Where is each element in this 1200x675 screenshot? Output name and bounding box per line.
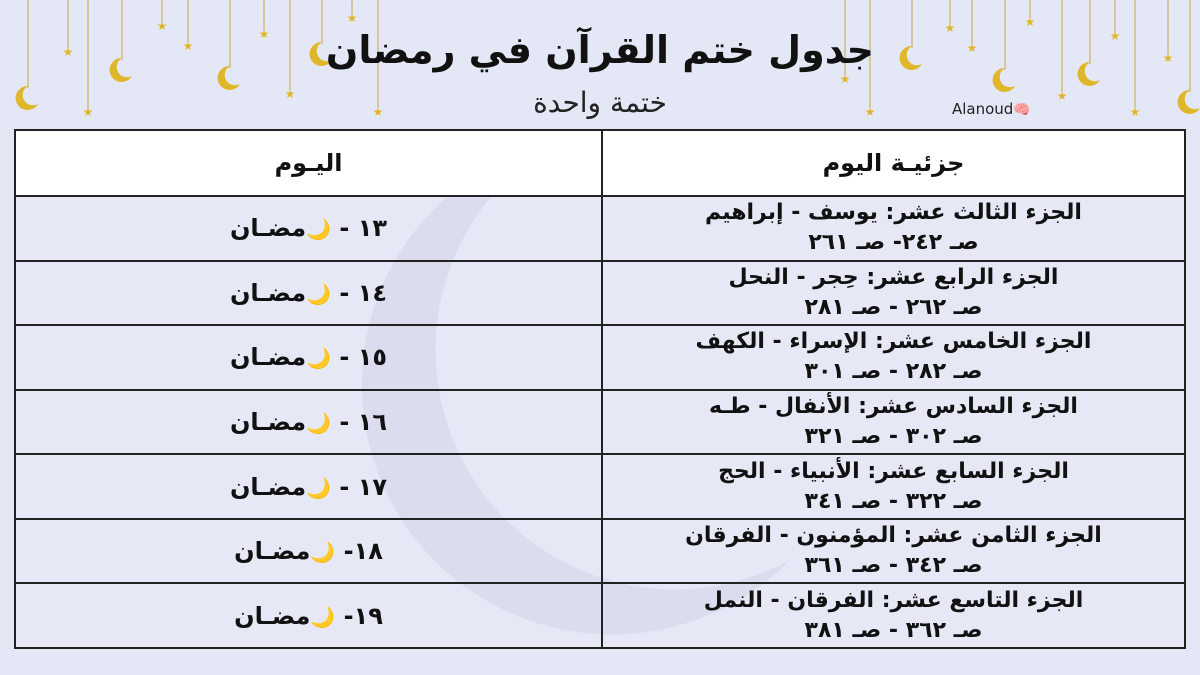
crescent-moon-icon: 🌙	[306, 281, 332, 306]
table-row	[15, 390, 1185, 455]
svg-text:★: ★	[1162, 51, 1174, 65]
juz-name: الجزء السابع عشر: الأنبياء - الحج	[718, 458, 1069, 484]
crescent-moon-icon: 🌙	[310, 604, 336, 629]
page-range: صـ ٣٤٢ - صـ ٣٦١	[804, 553, 983, 579]
table-row	[15, 261, 1185, 326]
juz-name: الجزء السادس عشر: الأنفال - طـه	[709, 393, 1078, 419]
day-number: ١٧ -	[339, 472, 388, 501]
page-range: صـ ٣٦٢ - صـ ٣٨١	[804, 617, 983, 643]
svg-text:★: ★	[864, 105, 876, 119]
author-credit	[952, 100, 1031, 118]
svg-text:★: ★	[966, 41, 978, 55]
portion-cell	[602, 519, 1185, 584]
day-cell	[15, 196, 602, 261]
table-row	[15, 325, 1185, 390]
day-cell	[15, 325, 602, 390]
svg-text:★: ★	[284, 87, 296, 101]
table-body	[15, 196, 1185, 648]
svg-text:★: ★	[182, 39, 194, 53]
svg-text:★: ★	[839, 72, 851, 86]
author-name: Alanoud	[952, 100, 1014, 118]
table-row	[15, 519, 1185, 584]
svg-text:★: ★	[1024, 15, 1036, 29]
table-row	[15, 196, 1185, 261]
day-month-word: مضـان	[229, 343, 307, 372]
juz-name: الجزء الخامس عشر: الإسراء - الكهف	[695, 329, 1092, 355]
page-range: صـ ٣٢٢ - صـ ٣٤١	[804, 488, 983, 514]
day-cell	[15, 454, 602, 519]
table-row	[15, 454, 1185, 519]
portion-cell	[602, 583, 1185, 648]
day-number: ١٨-	[343, 537, 383, 566]
svg-text:★: ★	[1056, 89, 1068, 103]
brain-icon: 🧠	[1013, 102, 1031, 118]
portion-cell	[602, 454, 1185, 519]
svg-text:★: ★	[62, 45, 74, 59]
day-number: ١٤ -	[339, 278, 388, 307]
page-range: صـ ٢٤٢- صـ ٢٦١	[808, 230, 979, 256]
table-row	[15, 583, 1185, 648]
juz-name: الجزء التاسع عشر: الفرقان - النمل	[703, 587, 1084, 613]
page-subtitle: ختمة واحدة	[533, 86, 667, 119]
table-header-row	[15, 130, 1185, 196]
column-header-portion: جزئيـة اليوم	[602, 130, 1185, 196]
crescent-moon-icon: 🌙	[306, 475, 332, 500]
juz-name: الجزء الرابع عشر: حِجر - النحل	[728, 264, 1059, 290]
page-range: صـ ٣٠٢ - صـ ٣٢١	[804, 423, 983, 449]
day-cell	[15, 583, 602, 648]
page-range: صـ ٢٦٢ - صـ ٢٨١	[804, 294, 983, 320]
portion-cell	[602, 261, 1185, 326]
day-number: ١٩-	[343, 601, 383, 630]
crescent-moon-icon: 🌙	[306, 410, 332, 435]
portion-cell	[602, 196, 1185, 261]
day-number: ١٥ -	[339, 343, 388, 372]
juz-name: الجزء الثامن عشر: المؤمنون - الفرقان	[685, 523, 1102, 549]
svg-text:★: ★	[1109, 29, 1121, 43]
day-cell	[15, 261, 602, 326]
crescent-moon-icon: 🌙	[306, 346, 332, 371]
svg-text:★: ★	[944, 21, 956, 35]
portion-cell	[602, 325, 1185, 390]
portion-cell	[602, 390, 1185, 455]
column-header-day: اليـوم	[15, 130, 602, 196]
day-month-word: مضـان	[229, 472, 307, 501]
page-title: جدول ختم القرآن في رمضان	[325, 28, 875, 72]
day-month-word: مضـان	[229, 407, 307, 436]
reading-schedule-table	[14, 129, 1186, 649]
day-cell	[15, 390, 602, 455]
svg-text:★: ★	[156, 19, 168, 33]
day-month-word: مضـان	[234, 601, 311, 630]
svg-text:★: ★	[346, 11, 358, 25]
svg-text:★: ★	[82, 105, 94, 119]
crescent-moon-icon: 🌙	[310, 540, 336, 565]
day-month-word: مضـان	[229, 278, 307, 307]
day-cell	[15, 519, 602, 584]
day-number: ١٦ -	[339, 407, 388, 436]
svg-text:★: ★	[1129, 105, 1141, 119]
day-number: ١٣ -	[339, 214, 388, 243]
day-month-word: مضـان	[229, 214, 307, 243]
day-month-word: مضـان	[234, 537, 311, 566]
svg-text:★: ★	[258, 27, 270, 41]
crescent-moon-icon: 🌙	[306, 217, 332, 242]
juz-name: الجزء الثالث عشر: يوسف - إبراهيم	[705, 200, 1082, 226]
page-range: صـ ٢٨٢ - صـ ٣٠١	[804, 359, 983, 385]
svg-text:★: ★	[372, 105, 384, 119]
